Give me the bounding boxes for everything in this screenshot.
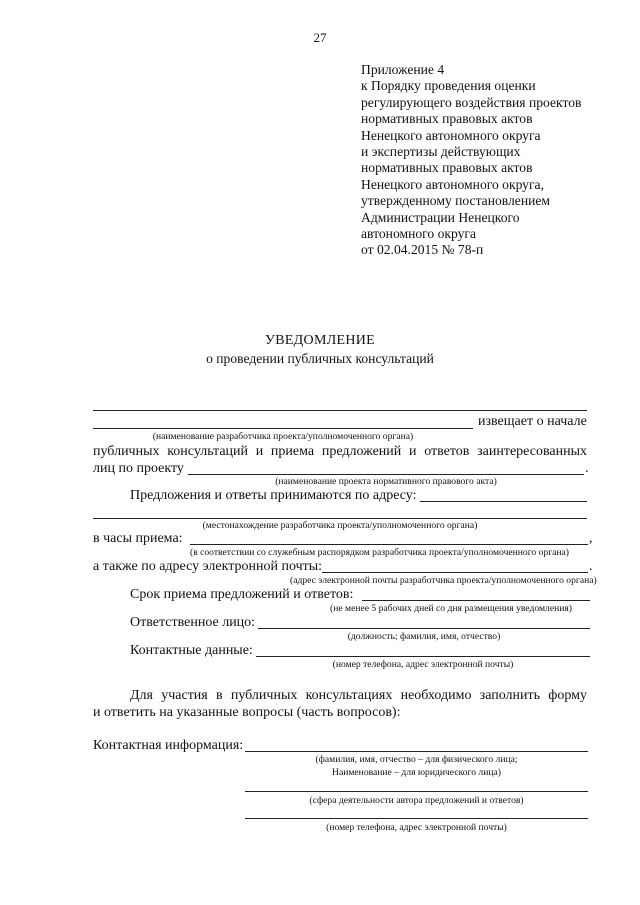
contact-info-caption-1: (фамилия, имя, отчество – для физического лица; bbox=[315, 754, 518, 765]
appendix-line: и экспертизы действующих bbox=[361, 144, 521, 160]
address-line-2[interactable] bbox=[93, 518, 587, 519]
sphere-caption: (сфера деятельности автора предложений и ответов) bbox=[309, 795, 524, 806]
phone-caption: (номер телефона, адрес электронной почты) bbox=[326, 822, 507, 833]
appendix-line: Приложение 4 bbox=[361, 62, 445, 77]
contact-info-caption-2: Наименование – для юридического лица) bbox=[332, 767, 501, 778]
hours-end-comma: , bbox=[589, 531, 593, 546]
deadline-caption: (не менее 5 рабочих дней со дня размещения уведомления) bbox=[330, 603, 572, 614]
email-end-dot: . bbox=[589, 559, 593, 574]
email-label: а также по адресу электронной почты: bbox=[93, 559, 323, 574]
address-line-1[interactable] bbox=[420, 501, 587, 502]
notifies-text: извещает о начале bbox=[478, 414, 587, 429]
project-end-dot: . bbox=[585, 461, 589, 476]
appendix-line: Ненецкого автономного округа, bbox=[361, 176, 544, 192]
developer-name-line-2[interactable] bbox=[93, 428, 473, 429]
appendix-line: утвержденному постановлением bbox=[361, 193, 551, 209]
project-caption: (наименование проекта нормативного правового акта) bbox=[275, 476, 497, 487]
appendix-line: регулирующего воздействия проектов bbox=[361, 94, 582, 110]
contact-info-line[interactable] bbox=[245, 751, 588, 752]
location-caption: (местонахождение разработчика проекта/уполномоченного органа) bbox=[202, 520, 478, 531]
email-caption: (адрес электронной почты разработчика проекта/уполномоченного органа) bbox=[290, 575, 597, 586]
appendix-line: к Порядку проведения оценки bbox=[361, 78, 536, 94]
hours-line[interactable] bbox=[190, 544, 588, 545]
deadline-label: Срок приема предложений и ответов: bbox=[130, 587, 354, 602]
phone-line[interactable] bbox=[245, 818, 588, 819]
document-subtitle: о проведении публичных консультаций bbox=[206, 351, 434, 366]
contacts-caption: (номер телефона, адрес электронной почты) bbox=[332, 659, 514, 670]
project-label: лиц по проекту bbox=[93, 461, 184, 476]
consultation-text: публичных консультаций и приема предложений и ответов заинтересованных bbox=[93, 444, 587, 459]
responsible-line[interactable] bbox=[258, 628, 590, 629]
contact-info-label: Контактная информация: bbox=[93, 738, 244, 753]
document-title: УВЕДОМЛЕНИЕ bbox=[264, 333, 376, 348]
appendix-line: Администрации Ненецкого bbox=[361, 209, 520, 225]
appendix-line: от 02.04.2015 № 78-п bbox=[361, 242, 484, 258]
participation-text-2: и ответить на указанные вопросы (часть вопросов): bbox=[93, 705, 401, 720]
developer-caption: (наименование разработчика проекта/уполномоченного органа) bbox=[152, 431, 414, 442]
responsible-caption: (должность; фамилия, имя, отчество) bbox=[347, 631, 501, 642]
appendix-line: Ненецкого автономного округа bbox=[361, 127, 541, 143]
appendix-block bbox=[361, 62, 631, 259]
developer-name-line-1[interactable] bbox=[93, 410, 587, 411]
appendix-line: нормативных правовых актов bbox=[361, 111, 533, 127]
hours-label: в часы приема: bbox=[93, 531, 183, 546]
contacts-label: Контактные данные: bbox=[130, 643, 253, 658]
email-line[interactable] bbox=[322, 572, 588, 573]
deadline-line[interactable] bbox=[362, 600, 590, 601]
project-name-line[interactable] bbox=[188, 474, 584, 475]
contacts-line[interactable] bbox=[256, 656, 590, 657]
address-label: Предложения и ответы принимаются по адресу: bbox=[130, 488, 417, 503]
participation-text-1: Для участия в публичных консультациях необходимо заполнить форму bbox=[130, 688, 587, 703]
responsible-label: Ответственное лицо: bbox=[130, 615, 256, 630]
sphere-line[interactable] bbox=[245, 791, 588, 792]
page-number: 27 bbox=[313, 30, 327, 45]
appendix-line: нормативных правовых актов bbox=[361, 160, 533, 176]
hours-caption: (в соответствии со служебным распорядком разработчика проекта/уполномоченного органа) bbox=[190, 547, 569, 558]
appendix-line: автономного округа bbox=[361, 226, 477, 242]
